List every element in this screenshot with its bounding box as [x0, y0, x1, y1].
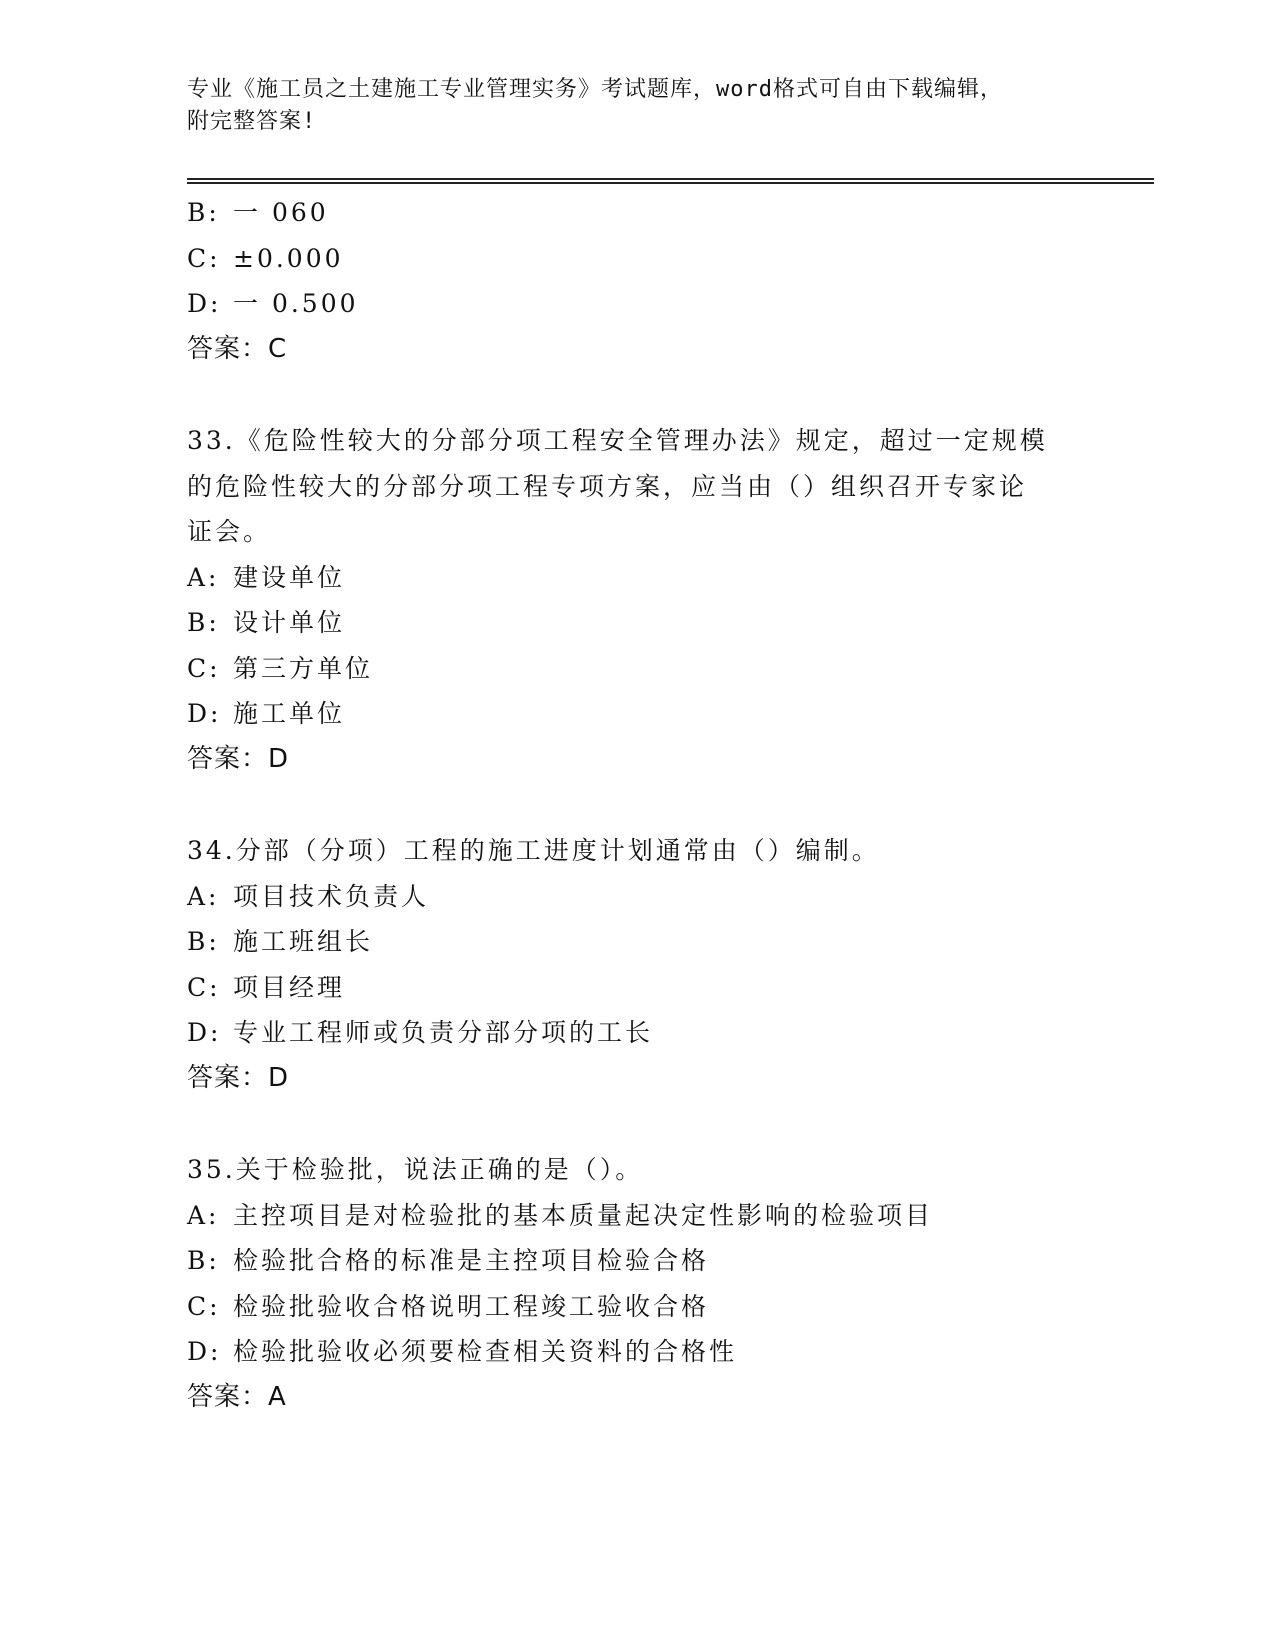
question-35	[187, 1147, 1087, 1420]
option-text: 一 0.500	[233, 289, 359, 318]
option-b	[187, 919, 1087, 965]
option-c	[187, 236, 1087, 282]
question-text-line: 证会。	[187, 517, 272, 546]
question-text-line: 35.关于检验批，说法正确的是（）。	[187, 1155, 644, 1184]
option-text: 施工单位	[233, 699, 346, 728]
option-key: D:	[187, 1337, 222, 1366]
question-text-line: 的危险性较大的分部分项工程专项方案，应当由（）组织召开专家论	[187, 471, 1028, 501]
option-d	[187, 1329, 1087, 1375]
option-key: A:	[187, 562, 220, 592]
option-key: D:	[187, 1018, 222, 1047]
option-key: C:	[187, 653, 221, 683]
option-key: C:	[187, 1291, 221, 1321]
option-a	[187, 874, 1087, 920]
option-text: 检验批验收必须要检查相关资料的合格性	[233, 1337, 738, 1366]
option-text: 建设单位	[233, 562, 346, 592]
option-text: 施工班组长	[233, 927, 374, 956]
option-b	[187, 190, 1087, 236]
option-d	[187, 281, 1087, 327]
option-text: 检验批验收合格说明工程竣工验收合格	[233, 1291, 710, 1321]
header-line-2: 附完整答案!	[187, 109, 317, 134]
document-body	[187, 190, 1087, 1420]
option-text: 主控项目是对检验批的基本质量起决定性影响的检验项目	[233, 1200, 934, 1230]
option-text: 一 060	[233, 198, 329, 227]
header-line-1: 专业《施工员之土建施工专业管理实务》考试题库，word格式可自由下载编辑，	[187, 77, 1003, 102]
answer-line: 答案：A	[187, 1381, 287, 1412]
option-text: 第三方单位	[233, 653, 374, 683]
option-d	[187, 691, 1087, 737]
question-34	[187, 828, 1087, 1101]
option-c	[187, 965, 1087, 1011]
question-33	[187, 418, 1087, 782]
option-key: A:	[187, 881, 220, 911]
answer-line: 答案：D	[187, 743, 290, 774]
question-text-line: 33.《危险性较大的分部分项工程安全管理办法》规定，超过一定规模	[187, 426, 1048, 455]
option-key: B:	[187, 927, 220, 956]
option-b	[187, 600, 1087, 646]
answer-line: 答案：C	[187, 333, 288, 364]
header-divider-bottom	[187, 182, 1154, 184]
document-header	[187, 74, 1067, 138]
option-c	[187, 646, 1087, 692]
option-key: D:	[187, 699, 222, 728]
option-text: ±0.000	[233, 243, 344, 273]
option-text: 专业工程师或负责分部分项的工长	[233, 1018, 654, 1047]
option-d	[187, 1010, 1087, 1056]
option-key: C:	[187, 972, 221, 1002]
header-divider-top	[187, 178, 1154, 180]
option-key: A:	[187, 1200, 220, 1230]
option-a	[187, 555, 1087, 601]
question-32-continued	[187, 190, 1087, 372]
option-key: B:	[187, 198, 220, 227]
option-text: 项目技术负责人	[233, 881, 430, 911]
option-text: 项目经理	[233, 972, 346, 1002]
option-key: B:	[187, 1246, 220, 1275]
option-b	[187, 1238, 1087, 1284]
option-a	[187, 1193, 1087, 1239]
option-key: B:	[187, 608, 220, 637]
option-key: D:	[187, 289, 222, 318]
answer-line: 答案：D	[187, 1062, 290, 1093]
option-text: 检验批合格的标准是主控项目检验合格	[233, 1246, 710, 1275]
question-text-line: 34.分部（分项）工程的施工进度计划通常由（）编制。	[187, 836, 880, 865]
option-key: C:	[187, 243, 221, 273]
option-c	[187, 1284, 1087, 1330]
option-text: 设计单位	[233, 608, 346, 637]
